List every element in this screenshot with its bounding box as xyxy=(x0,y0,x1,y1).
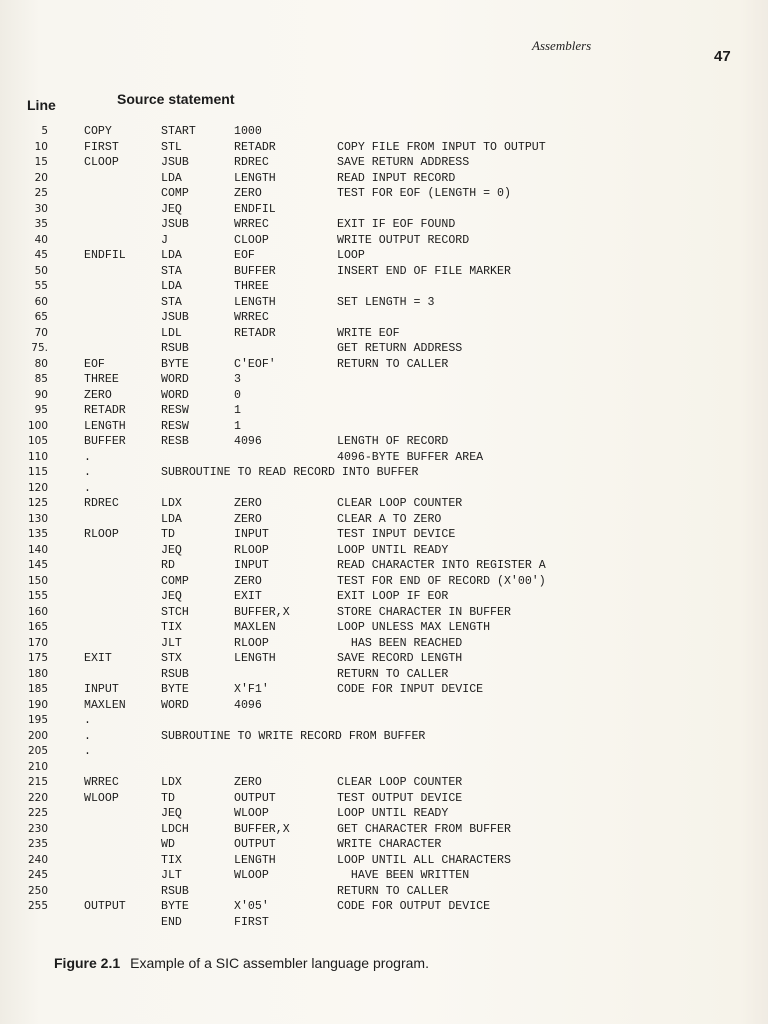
opcode: LDX xyxy=(161,776,182,789)
listing-row xyxy=(0,667,768,683)
line-number: 110 xyxy=(27,450,48,463)
operand: BUFFER,X xyxy=(234,605,290,619)
line-number: 240 xyxy=(27,853,48,866)
line-number: 20 xyxy=(34,171,48,184)
listing-row xyxy=(0,806,768,822)
operand: INPUT xyxy=(234,528,269,541)
statement-label: EXIT xyxy=(84,652,112,665)
opcode: RESW xyxy=(161,419,189,433)
opcode: LDL xyxy=(161,326,182,340)
listing-row xyxy=(0,543,768,559)
listing-row xyxy=(0,419,768,435)
opcode: STX xyxy=(161,652,182,665)
line-number: 100 xyxy=(27,419,48,432)
listing-row xyxy=(0,403,768,419)
line-number: 55 xyxy=(34,280,48,292)
line-number: 215 xyxy=(27,776,48,788)
statement-label: ZERO xyxy=(84,388,112,402)
listing-row xyxy=(0,791,768,807)
opcode: RSUB xyxy=(161,667,189,681)
operand: RETADR xyxy=(234,326,276,340)
opcode: LDA xyxy=(161,512,182,526)
statement-label: OUTPUT xyxy=(84,900,126,913)
listing-row xyxy=(0,310,768,326)
opcode: WD xyxy=(161,838,175,851)
operand: OUTPUT xyxy=(234,838,276,851)
opcode: START xyxy=(161,125,196,138)
operand: 0 xyxy=(234,388,241,402)
statement-label: INPUT xyxy=(84,683,119,696)
operand: ZERO xyxy=(234,187,262,200)
comment: EXIT LOOP IF EOR xyxy=(337,590,449,603)
statement-label: . xyxy=(84,481,91,495)
operand: CLOOP xyxy=(234,233,269,247)
line-number: 125 xyxy=(27,497,48,509)
comment: STORE CHARACTER IN BUFFER xyxy=(337,605,511,619)
listing-row xyxy=(0,465,768,481)
opcode: TD xyxy=(161,528,175,541)
operand: WLOOP xyxy=(234,869,269,882)
line-number: 115 xyxy=(27,466,48,478)
listing-row xyxy=(0,605,768,621)
opcode: TIX xyxy=(161,621,182,634)
opcode: LDX xyxy=(161,497,182,510)
operand: OUTPUT xyxy=(234,791,276,805)
operand: THREE xyxy=(234,280,269,293)
comment: WRITE OUTPUT RECORD xyxy=(337,233,470,247)
operand: MAXLEN xyxy=(234,621,276,634)
comment: SAVE RETURN ADDRESS xyxy=(337,156,470,169)
opcode: LDA xyxy=(161,280,182,293)
comment: LOOP UNTIL ALL CHARACTERS xyxy=(337,853,511,867)
listing-row xyxy=(0,899,768,915)
line-number: 15 xyxy=(34,156,48,168)
listing-row xyxy=(0,155,768,171)
comment: INSERT END OF FILE MARKER xyxy=(337,264,511,278)
operand: ENDFIL xyxy=(234,202,276,216)
figure-caption-text: Example of a SIC assembler language program. xyxy=(130,955,429,971)
line-number: 195 xyxy=(27,714,48,726)
operand: X'05' xyxy=(234,900,269,913)
comment: SAVE RECORD LENGTH xyxy=(337,652,463,665)
listing-row xyxy=(0,884,768,900)
line-number: 40 xyxy=(34,233,48,246)
listing-row xyxy=(0,512,768,528)
opcode: JEQ xyxy=(161,807,182,820)
line-number: 90 xyxy=(34,388,48,401)
listing-row xyxy=(0,822,768,838)
line-number: 35 xyxy=(34,218,48,230)
listing-row xyxy=(0,124,768,140)
listing-row xyxy=(0,527,768,543)
line-number: 80 xyxy=(34,357,48,370)
running-head: Assemblers xyxy=(532,38,592,53)
line-number: 220 xyxy=(27,791,48,804)
comment: CLEAR LOOP COUNTER xyxy=(337,497,463,510)
operand: BUFFER xyxy=(234,264,276,278)
statement-label: BUFFER xyxy=(84,435,126,448)
line-number: 200 xyxy=(27,729,48,742)
comment: GET CHARACTER FROM BUFFER xyxy=(337,822,511,836)
opcode: JEQ xyxy=(161,202,182,216)
figure-label: Figure 2.1 xyxy=(54,955,121,971)
line-number: 185 xyxy=(27,683,48,695)
statement-label: ENDFIL xyxy=(84,249,126,262)
statement-label: LENGTH xyxy=(84,419,126,433)
statement-label: COPY xyxy=(84,125,112,138)
line-number: 85 xyxy=(34,373,48,385)
listing-row xyxy=(0,698,768,714)
opcode: STA xyxy=(161,264,182,278)
comment: RETURN TO CALLER xyxy=(337,884,449,898)
opcode: BYTE xyxy=(161,357,189,371)
opcode: WORD xyxy=(161,698,189,712)
statement-label: WLOOP xyxy=(84,791,119,805)
figure-caption xyxy=(54,955,429,971)
opcode: RSUB xyxy=(161,884,189,898)
statement-label: RLOOP xyxy=(84,528,119,541)
listing-row xyxy=(0,279,768,295)
comment: EXIT IF EOF FOUND xyxy=(337,218,456,231)
comment: CLEAR A TO ZERO xyxy=(337,512,442,526)
opcode: JSUB xyxy=(161,311,189,324)
line-number: 145 xyxy=(27,559,48,571)
comment: LOOP UNLESS MAX LENGTH xyxy=(337,621,491,634)
listing-row xyxy=(0,357,768,373)
operand: 1 xyxy=(234,419,241,433)
listing-row xyxy=(0,496,768,512)
listing-row xyxy=(0,589,768,605)
opcode: LDA xyxy=(161,249,182,262)
operand: LENGTH xyxy=(234,853,276,867)
line-number: 70 xyxy=(34,326,48,339)
line-number: 120 xyxy=(27,481,48,494)
line-number: 150 xyxy=(27,574,48,587)
opcode: COMP xyxy=(161,574,189,588)
listing-row xyxy=(0,682,768,698)
operand: LENGTH xyxy=(234,171,276,185)
operand: RLOOP xyxy=(234,543,269,557)
line-number: 140 xyxy=(27,543,48,556)
opcode: LDCH xyxy=(161,822,189,836)
line-number: 30 xyxy=(34,202,48,215)
comment: RETURN TO CALLER xyxy=(337,667,449,681)
line-number: 170 xyxy=(27,636,48,649)
line-number: 250 xyxy=(27,884,48,897)
comment: SET LENGTH = 3 xyxy=(337,295,435,309)
comment: TEST FOR EOF (LENGTH = 0) xyxy=(337,187,511,200)
opcode: WORD xyxy=(161,373,189,386)
comment: CODE FOR OUTPUT DEVICE xyxy=(337,900,491,913)
line-number: 190 xyxy=(27,698,48,711)
opcode: JLT xyxy=(161,636,182,650)
line-number: 180 xyxy=(27,667,48,680)
line-number: 25 xyxy=(34,187,48,199)
line-number: 255 xyxy=(27,900,48,912)
line-number: 160 xyxy=(27,605,48,618)
listing-row xyxy=(0,450,768,466)
listing-row xyxy=(0,248,768,264)
opcode: STL xyxy=(161,140,182,154)
operand: 4096 xyxy=(234,698,262,712)
listing-row xyxy=(0,341,768,357)
line-number: 155 xyxy=(27,590,48,602)
listing-row xyxy=(0,837,768,853)
listing-row xyxy=(0,372,768,388)
comment: WRITE CHARACTER xyxy=(337,838,442,851)
operand: ZERO xyxy=(234,574,262,588)
listing-row xyxy=(0,217,768,233)
listing-row xyxy=(0,620,768,636)
opcode: STCH xyxy=(161,605,189,619)
operand: 3 xyxy=(234,373,241,386)
opcode: COMP xyxy=(161,187,189,200)
opcode: STA xyxy=(161,295,182,309)
opcode: BYTE xyxy=(161,900,189,913)
operand: WLOOP xyxy=(234,807,269,820)
opcode: RSUB xyxy=(161,342,189,355)
listing-row xyxy=(0,434,768,450)
opcode: END xyxy=(161,915,182,929)
operand: RETADR xyxy=(234,140,276,154)
opcode: JEQ xyxy=(161,590,182,603)
listing-row xyxy=(0,713,768,729)
comment: COPY FILE FROM INPUT TO OUTPUT xyxy=(337,140,546,154)
listing-row xyxy=(0,915,768,931)
listing-row xyxy=(0,574,768,590)
operand: ZERO xyxy=(234,776,262,789)
operand: LENGTH xyxy=(234,295,276,309)
statement-label: RETADR xyxy=(84,404,126,417)
operand: WRREC xyxy=(234,311,269,324)
listing-row xyxy=(0,775,768,791)
comment: LOOP UNTIL READY xyxy=(337,543,449,557)
opcode: WORD xyxy=(161,388,189,402)
line-number: 235 xyxy=(27,838,48,850)
line-number: 130 xyxy=(27,512,48,525)
statement-label: EOF xyxy=(84,357,105,371)
comment: LENGTH OF RECORD xyxy=(337,435,449,448)
column-header-source: Source statement xyxy=(117,91,235,107)
opcode: JSUB xyxy=(161,218,189,231)
line-number: 50 xyxy=(34,264,48,277)
line-number: 10 xyxy=(34,140,48,153)
operand: ZERO xyxy=(234,512,262,526)
column-header-line: Line xyxy=(27,97,56,113)
section-comment: SUBROUTINE TO WRITE RECORD FROM BUFFER xyxy=(161,729,426,743)
operand: ZERO xyxy=(234,497,262,510)
comment: LOOP UNTIL READY xyxy=(337,807,449,820)
listing-row xyxy=(0,636,768,652)
operand: LENGTH xyxy=(234,652,276,665)
listing-row xyxy=(0,388,768,404)
operand: INPUT xyxy=(234,559,269,572)
statement-label: . xyxy=(84,714,91,727)
listing-row xyxy=(0,264,768,280)
operand: 1000 xyxy=(234,125,262,138)
listing-row xyxy=(0,558,768,574)
comment: HAS BEEN REACHED xyxy=(337,636,463,650)
line-number: 65 xyxy=(34,311,48,323)
statement-label: THREE xyxy=(84,373,119,386)
operand: BUFFER,X xyxy=(234,822,290,836)
listing-row xyxy=(0,186,768,202)
operand: C'EOF' xyxy=(234,357,276,371)
line-number: 210 xyxy=(27,760,48,773)
listing-row xyxy=(0,202,768,218)
statement-label: RDREC xyxy=(84,497,119,510)
opcode: LDA xyxy=(161,171,182,185)
comment: LOOP xyxy=(337,249,365,262)
line-number: 45 xyxy=(34,249,48,261)
opcode: JLT xyxy=(161,869,182,882)
operand: EOF xyxy=(234,249,255,262)
comment: CODE FOR INPUT DEVICE xyxy=(337,683,484,696)
operand: FIRST xyxy=(234,915,269,929)
line-number: 165 xyxy=(27,621,48,633)
opcode: RD xyxy=(161,559,175,572)
listing-row xyxy=(0,295,768,311)
line-number: 230 xyxy=(27,822,48,835)
comment: READ CHARACTER INTO REGISTER A xyxy=(337,559,546,572)
comment: CLEAR LOOP COUNTER xyxy=(337,776,463,789)
line-number: 105 xyxy=(27,435,48,447)
opcode: BYTE xyxy=(161,683,189,696)
statement-label: MAXLEN xyxy=(84,698,126,712)
listing-row xyxy=(0,651,768,667)
opcode: TD xyxy=(161,791,175,805)
operand: X'F1' xyxy=(234,683,269,696)
operand: 1 xyxy=(234,404,241,417)
assembler-listing xyxy=(0,124,768,930)
operand: RDREC xyxy=(234,156,269,169)
line-number: 60 xyxy=(34,295,48,308)
statement-label: CLOOP xyxy=(84,156,119,169)
statement-label: WRREC xyxy=(84,776,119,789)
comment: 4096-BYTE BUFFER AREA xyxy=(337,450,484,464)
line-number: 175 xyxy=(27,652,48,664)
listing-row xyxy=(0,326,768,342)
opcode: TIX xyxy=(161,853,182,867)
listing-row xyxy=(0,868,768,884)
listing-row xyxy=(0,233,768,249)
statement-label: FIRST xyxy=(84,140,119,154)
line-number: 225 xyxy=(27,807,48,819)
statement-label: . xyxy=(84,745,91,758)
comment: HAVE BEEN WRITTEN xyxy=(337,869,470,882)
listing-row xyxy=(0,760,768,776)
line-number: 75. xyxy=(31,342,48,354)
listing-row xyxy=(0,853,768,869)
operand: 4096 xyxy=(234,435,262,448)
opcode: J xyxy=(161,233,168,247)
line-number: 205 xyxy=(27,745,48,757)
operand: RLOOP xyxy=(234,636,269,650)
comment: TEST OUTPUT DEVICE xyxy=(337,791,463,805)
operand: EXIT xyxy=(234,590,262,603)
comment: READ INPUT RECORD xyxy=(337,171,456,185)
opcode: RESW xyxy=(161,404,189,417)
page-number: 47 xyxy=(714,48,731,65)
operand: WRREC xyxy=(234,218,269,231)
opcode: RESB xyxy=(161,435,189,448)
statement-label: . xyxy=(84,466,91,479)
listing-row xyxy=(0,481,768,497)
listing-row xyxy=(0,729,768,745)
section-comment: SUBROUTINE TO READ RECORD INTO BUFFER xyxy=(161,466,419,479)
opcode: JEQ xyxy=(161,543,182,557)
comment: GET RETURN ADDRESS xyxy=(337,342,463,355)
statement-label: . xyxy=(84,729,91,743)
line-number: 95 xyxy=(34,404,48,416)
line-number: 5 xyxy=(41,125,48,137)
opcode: JSUB xyxy=(161,156,189,169)
statement-label: . xyxy=(84,450,91,464)
comment: RETURN TO CALLER xyxy=(337,357,449,371)
comment: TEST INPUT DEVICE xyxy=(337,528,456,541)
comment: TEST FOR END OF RECORD (X'00') xyxy=(337,574,546,588)
listing-row xyxy=(0,744,768,760)
line-number: 135 xyxy=(27,528,48,540)
listing-row xyxy=(0,171,768,187)
line-number: 245 xyxy=(27,869,48,881)
comment: WRITE EOF xyxy=(337,326,400,340)
listing-row xyxy=(0,140,768,156)
